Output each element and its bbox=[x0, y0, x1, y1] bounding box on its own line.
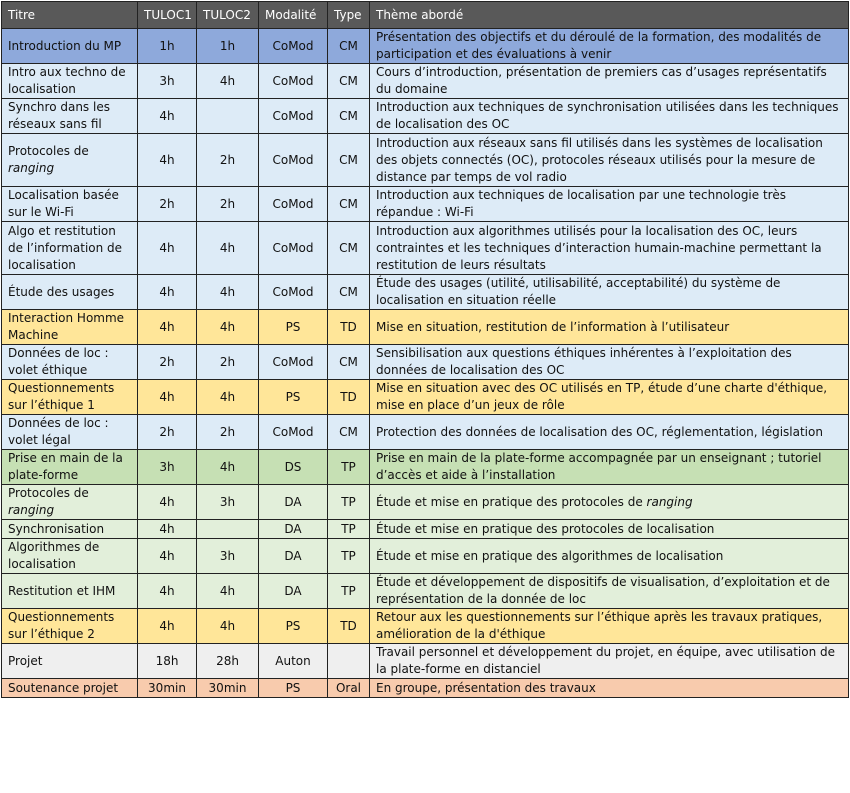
cell-theme: Introduction aux réseaux sans fil utilisés dans les systèmes de localisation des objets connectés (OC), protocoles réseaux utilisés pour la mesure de distance par temps de vol radio bbox=[370, 134, 849, 187]
cell-type: CM bbox=[328, 29, 370, 64]
cell-tuloc2: 3h bbox=[197, 485, 259, 520]
cell-modalite: CoMod bbox=[259, 134, 328, 187]
cell-titre bbox=[2, 485, 138, 520]
course-schedule-table bbox=[1, 1, 849, 698]
table-row bbox=[2, 574, 849, 609]
cell-tuloc1: 30min bbox=[138, 679, 197, 698]
header-titre: Titre bbox=[2, 2, 138, 29]
cell-tuloc1: 3h bbox=[138, 64, 197, 99]
table-row bbox=[2, 134, 849, 187]
cell-tuloc1: 1h bbox=[138, 29, 197, 64]
cell-tuloc2: 4h bbox=[197, 222, 259, 275]
table-row bbox=[2, 64, 849, 99]
cell-tuloc1: 4h bbox=[138, 134, 197, 187]
cell-titre: Algo et restitution de l’information de localisation bbox=[2, 222, 138, 275]
cell-tuloc1: 4h bbox=[138, 222, 197, 275]
table-row bbox=[2, 679, 849, 698]
cell-titre: Projet bbox=[2, 644, 138, 679]
cell-modalite: PS bbox=[259, 380, 328, 415]
cell-modalite: DA bbox=[259, 485, 328, 520]
cell-tuloc1: 2h bbox=[138, 187, 197, 222]
cell-titre: Synchronisation bbox=[2, 520, 138, 539]
cell-theme-text: Étude et mise en pratique des protocoles de bbox=[376, 494, 647, 509]
cell-modalite: CoMod bbox=[259, 222, 328, 275]
table-row bbox=[2, 275, 849, 310]
cell-theme: Sensibilisation aux questions éthiques inhérentes à l’exploitation des données de localisation des OC bbox=[370, 345, 849, 380]
cell-tuloc2: 28h bbox=[197, 644, 259, 679]
cell-tuloc1: 18h bbox=[138, 644, 197, 679]
cell-type: TD bbox=[328, 380, 370, 415]
cell-modalite: CoMod bbox=[259, 275, 328, 310]
cell-titre-italic: ranging bbox=[8, 161, 55, 175]
cell-modalite: PS bbox=[259, 310, 328, 345]
cell-tuloc2: 2h bbox=[197, 345, 259, 380]
cell-modalite: DS bbox=[259, 450, 328, 485]
cell-tuloc1: 4h bbox=[138, 609, 197, 644]
header-type: Type bbox=[328, 2, 370, 29]
cell-titre bbox=[2, 134, 138, 187]
cell-titre: Questionnements sur l’éthique 2 bbox=[2, 609, 138, 644]
cell-theme bbox=[370, 485, 849, 520]
cell-modalite: CoMod bbox=[259, 187, 328, 222]
header-theme: Thème abordé bbox=[370, 2, 849, 29]
cell-type: CM bbox=[328, 345, 370, 380]
cell-theme: Protection des données de localisation des OC, réglementation, législation bbox=[370, 415, 849, 450]
cell-modalite: Auton bbox=[259, 644, 328, 679]
cell-titre: Questionnements sur l’éthique 1 bbox=[2, 380, 138, 415]
cell-theme: Étude et développement de dispositifs de visualisation, d’exploitation et de représentation de la donnée de loc bbox=[370, 574, 849, 609]
cell-tuloc1: 4h bbox=[138, 520, 197, 539]
cell-tuloc2: 3h bbox=[197, 539, 259, 574]
table-row bbox=[2, 415, 849, 450]
cell-tuloc2: 2h bbox=[197, 187, 259, 222]
cell-tuloc1: 4h bbox=[138, 380, 197, 415]
cell-titre: Intro aux techno de localisation bbox=[2, 64, 138, 99]
cell-titre: Algorithmes de localisation bbox=[2, 539, 138, 574]
cell-type: CM bbox=[328, 64, 370, 99]
cell-tuloc1: 4h bbox=[138, 539, 197, 574]
cell-type: TD bbox=[328, 609, 370, 644]
cell-theme: En groupe, présentation des travaux bbox=[370, 679, 849, 698]
cell-theme: Introduction aux techniques de localisation par une technologie très répandue : Wi-Fi bbox=[370, 187, 849, 222]
table-row bbox=[2, 345, 849, 380]
table-row bbox=[2, 310, 849, 345]
table-row bbox=[2, 609, 849, 644]
table-row bbox=[2, 520, 849, 539]
cell-theme: Prise en main de la plate-forme accompagnée par un enseignant ; tutoriel d’accès et aide à l’installation bbox=[370, 450, 849, 485]
cell-tuloc2: 4h bbox=[197, 574, 259, 609]
cell-theme: Introduction aux algorithmes utilisés pour la localisation des OC, leurs contraintes et les techniques d’interaction humain-machine permettant la restitution de leurs résultats bbox=[370, 222, 849, 275]
table-row bbox=[2, 644, 849, 679]
cell-type: CM bbox=[328, 99, 370, 134]
table-body bbox=[2, 29, 849, 698]
header-tuloc2: TULOC2 bbox=[197, 2, 259, 29]
cell-modalite: DA bbox=[259, 520, 328, 539]
table-row bbox=[2, 222, 849, 275]
cell-theme: Introduction aux techniques de synchronisation utilisées dans les techniques de localisation des OC bbox=[370, 99, 849, 134]
cell-tuloc1: 4h bbox=[138, 99, 197, 134]
cell-modalite: CoMod bbox=[259, 99, 328, 134]
header-modalite: Modalité bbox=[259, 2, 328, 29]
cell-theme: Étude et mise en pratique des algorithmes de localisation bbox=[370, 539, 849, 574]
cell-theme-italic: ranging bbox=[646, 494, 693, 509]
cell-titre-text: Protocoles de bbox=[8, 486, 89, 500]
cell-titre: Introduction du MP bbox=[2, 29, 138, 64]
cell-type: TD bbox=[328, 310, 370, 345]
cell-tuloc1: 4h bbox=[138, 574, 197, 609]
cell-titre: Localisation basée sur le Wi-Fi bbox=[2, 187, 138, 222]
cell-theme: Étude et mise en pratique des protocoles de localisation bbox=[370, 520, 849, 539]
cell-theme: Cours d’introduction, présentation de premiers cas d’usages représentatifs du domaine bbox=[370, 64, 849, 99]
cell-type: TP bbox=[328, 485, 370, 520]
cell-tuloc2: 4h bbox=[197, 275, 259, 310]
cell-type: Oral bbox=[328, 679, 370, 698]
cell-modalite: DA bbox=[259, 574, 328, 609]
cell-titre-italic: ranging bbox=[8, 503, 55, 517]
table-row bbox=[2, 187, 849, 222]
cell-type bbox=[328, 644, 370, 679]
header-row bbox=[2, 2, 849, 29]
cell-theme: Mise en situation, restitution de l’information à l’utilisateur bbox=[370, 310, 849, 345]
cell-tuloc1: 2h bbox=[138, 415, 197, 450]
cell-modalite: PS bbox=[259, 679, 328, 698]
table-row bbox=[2, 539, 849, 574]
cell-type: TP bbox=[328, 520, 370, 539]
cell-titre-text: Protocoles de bbox=[8, 144, 89, 158]
table-row bbox=[2, 450, 849, 485]
table-row bbox=[2, 380, 849, 415]
cell-tuloc2: 2h bbox=[197, 134, 259, 187]
header-tuloc1: TULOC1 bbox=[138, 2, 197, 29]
cell-type: CM bbox=[328, 415, 370, 450]
cell-titre: Restitution et IHM bbox=[2, 574, 138, 609]
cell-tuloc2 bbox=[197, 99, 259, 134]
cell-tuloc1: 4h bbox=[138, 275, 197, 310]
cell-titre: Interaction Homme Machine bbox=[2, 310, 138, 345]
cell-tuloc2: 1h bbox=[197, 29, 259, 64]
cell-modalite: DA bbox=[259, 539, 328, 574]
table-row bbox=[2, 99, 849, 134]
cell-titre: Étude des usages bbox=[2, 275, 138, 310]
cell-tuloc2: 4h bbox=[197, 310, 259, 345]
cell-tuloc1: 4h bbox=[138, 310, 197, 345]
cell-type: CM bbox=[328, 222, 370, 275]
cell-titre: Données de loc : volet légal bbox=[2, 415, 138, 450]
table-row bbox=[2, 485, 849, 520]
cell-theme: Présentation des objectifs et du déroulé de la formation, des modalités de participation et des évaluations à venir bbox=[370, 29, 849, 64]
cell-theme: Retour aux les questionnements sur l’éthique après les travaux pratiques, amélioration de la d'éthique bbox=[370, 609, 849, 644]
cell-theme: Étude des usages (utilité, utilisabilité, acceptabilité) du système de localisation en situation réelle bbox=[370, 275, 849, 310]
cell-tuloc1: 3h bbox=[138, 450, 197, 485]
cell-titre: Soutenance projet bbox=[2, 679, 138, 698]
cell-tuloc1: 2h bbox=[138, 345, 197, 380]
cell-modalite: CoMod bbox=[259, 415, 328, 450]
cell-tuloc2 bbox=[197, 520, 259, 539]
cell-modalite: CoMod bbox=[259, 29, 328, 64]
cell-tuloc1: 4h bbox=[138, 485, 197, 520]
cell-theme: Mise en situation avec des OC utilisés en TP, étude d’une charte d'éthique, mise en place d’un jeux de rôle bbox=[370, 380, 849, 415]
cell-modalite: CoMod bbox=[259, 345, 328, 380]
cell-tuloc2: 4h bbox=[197, 609, 259, 644]
cell-titre: Prise en main de la plate-forme bbox=[2, 450, 138, 485]
cell-type: TP bbox=[328, 450, 370, 485]
cell-type: TP bbox=[328, 539, 370, 574]
cell-tuloc2: 4h bbox=[197, 450, 259, 485]
cell-tuloc2: 4h bbox=[197, 380, 259, 415]
cell-theme: Travail personnel et développement du projet, en équipe, avec utilisation de la plate-forme en distanciel bbox=[370, 644, 849, 679]
cell-type: TP bbox=[328, 574, 370, 609]
cell-tuloc2: 30min bbox=[197, 679, 259, 698]
cell-titre: Synchro dans les réseaux sans fil bbox=[2, 99, 138, 134]
cell-modalite: CoMod bbox=[259, 64, 328, 99]
cell-tuloc2: 4h bbox=[197, 64, 259, 99]
cell-type: CM bbox=[328, 275, 370, 310]
table-row bbox=[2, 29, 849, 64]
cell-titre: Données de loc : volet éthique bbox=[2, 345, 138, 380]
cell-type: CM bbox=[328, 187, 370, 222]
cell-modalite: PS bbox=[259, 609, 328, 644]
cell-type: CM bbox=[328, 134, 370, 187]
cell-tuloc2: 2h bbox=[197, 415, 259, 450]
